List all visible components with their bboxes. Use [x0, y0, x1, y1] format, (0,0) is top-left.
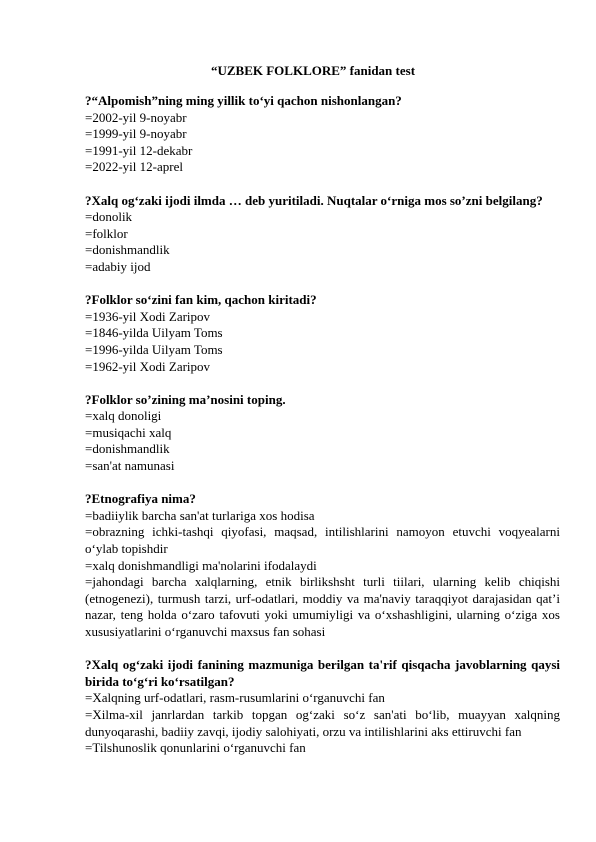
- answer-option: =donolik: [85, 209, 133, 225]
- title-text: “UZBEK FOLKLORE” fanidan test: [210, 63, 416, 78]
- question-text: ?“Alpomish”ning ming yillik to‘yi qachon nishonlangan?: [85, 93, 402, 108]
- question-text: ?Folklor so’zining ma’nosini toping.: [85, 391, 286, 407]
- answer-option: =1962-yil Xodi Zaripov: [85, 358, 211, 374]
- answer-option: =Tilshunoslik qonunlarini o‘rganuvchi fan: [85, 740, 306, 756]
- answer-option: =1996-yilda Uilyam Toms: [85, 341, 223, 357]
- answer-option: =2022-yil 12-aprel: [85, 159, 183, 175]
- question-block: [85, 93, 560, 176]
- answer-option: =1936-yil Xodi Zaripov: [85, 308, 211, 324]
- answer-option: =san'at namunasi: [85, 458, 175, 474]
- answer-option: =jahondagi barcha xalqlarning, etnik birlikshsht turli tiilari, ularning kelib chiqishi (etnogenezi), turmush tarzi, urf-odatlari, moddiy va ma'naviy taraqqiyot darajasidan qat’i nazar, teng holda o‘zaro tafovuti yoki umumiyligi va o‘xshashligini, ularning o‘ziga xos xususiyatlarini o‘rganuvchi maxsus fan sohasi: [85, 574, 560, 639]
- answer-option: =1999-yil 9-noyabr: [85, 126, 187, 142]
- question-block: [85, 193, 560, 276]
- answer-option: =2002-yil 9-noyabr: [85, 109, 187, 125]
- document-title: [0, 63, 596, 80]
- question-text: ?Xalq og‘zaki ijodi fanining mazmuniga berilgan ta'rif qisqacha javoblarning qaysi birida to‘g‘ri ko‘rsatilgan?: [85, 657, 560, 689]
- answer-option: =donishmandlik: [85, 242, 170, 258]
- question-text: ?Etnografiya nima?: [85, 491, 196, 507]
- answer-option: =Xilma-xil janrlardan tarkib topgan og‘zaki so‘z san'ati bo‘lib, muayyan xalqning dunyoqarashi, badiiy zavqi, ijodiy salohiyati, orzu va intilishlarini aks ettiruvchi fan: [85, 706, 560, 739]
- questions-list: [85, 93, 560, 773]
- answer-option: =obrazning ichki-tashqi qiyofasi, maqsad, intilishlarini namoyon etuvchi voqyealarni o‘ylab topishdir: [85, 524, 560, 557]
- question-text: ?Folklor so‘zini fan kim, qachon kiritadi?: [85, 292, 317, 308]
- question-block: [85, 392, 560, 475]
- answer-option: =xalq donoligi: [85, 408, 162, 424]
- question-text: ?Xalq og‘zaki ijodi ilmda … deb yuritiladi. Nuqtalar o‘rniga mos so’zni belgilang?: [85, 192, 543, 208]
- answer-option: =donishmandlik: [85, 441, 170, 457]
- answer-option: =musiqachi xalq: [85, 424, 172, 440]
- answer-option: =xalq donishmandligi ma'nolarini ifodalaydi: [85, 557, 317, 573]
- question-block: [85, 491, 560, 640]
- answer-option: =Xalqning urf-odatlari, rasm-rusumlarini o‘rganuvchi fan: [85, 690, 385, 706]
- answer-option: =folklor: [85, 225, 128, 241]
- answer-option: =1846-yilda Uilyam Toms: [85, 325, 223, 341]
- answer-option: =1991-yil 12-dekabr: [85, 142, 193, 158]
- answer-option: =adabiy ijod: [85, 258, 151, 274]
- question-block: [85, 292, 560, 375]
- answer-option: =badiiylik barcha san'at turlariga xos hodisa: [85, 507, 315, 523]
- question-block: [85, 657, 560, 757]
